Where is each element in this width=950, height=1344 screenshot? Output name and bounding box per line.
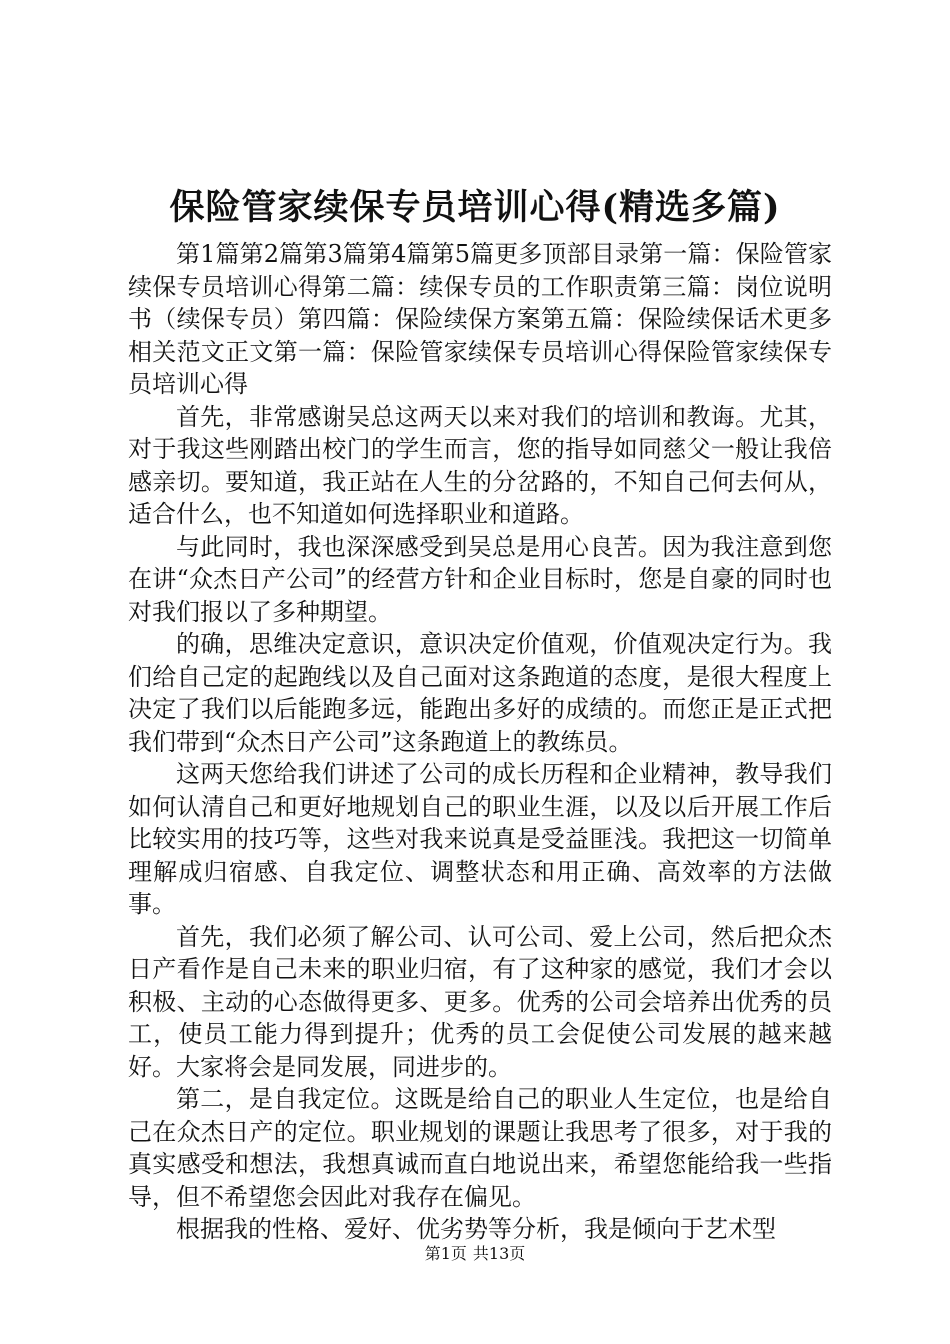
paragraph: 这两天您给我们讲述了公司的成长历程和企业精神，教导我们如何认清自己和更好地规划自己的职业生涯，以及以后开展工作后比较实用的技巧等，这些对我来说真是受益匪浅。我把这一切简单理解成归宿感、自我定位、调整状态和用正确、高效率的方法做事。 bbox=[128, 760, 832, 918]
paragraph: 首先，非常感谢吴总这两天以来对我们的培训和教诲。尤其，对于我这些刚踏出校门的学生而言，您的指导如同慈父一般让我倍感亲切。要知道，我正站在人生的分岔路的，不知自己何去何从，适合什么，也不知道如何选择职业和道路。 bbox=[128, 402, 832, 528]
page-footer bbox=[0, 1243, 950, 1265]
paragraph: 第1篇第2篇第3篇第4篇第5篇更多顶部目录第一篇：保险管家续保专员培训心得第二篇：续保专员的工作职责第三篇：岗位说明书（续保专员）第四篇：保险续保方案第五篇：保险续保话术更多相关范文正文第一篇：保险管家续保专员培训心得保险管家续保专员培训心得 bbox=[128, 240, 832, 398]
paragraph: 与此同时，我也深深感受到吴总是用心良苦。因为我注意到您在讲“众杰日产公司”的经营方针和企业目标时，您是自豪的同时也对我们报以了多种期望。 bbox=[128, 532, 832, 626]
page-total: 共13页 bbox=[472, 1244, 526, 1263]
document-title: 保险管家续保专员培训心得(精选多篇) bbox=[169, 187, 781, 228]
paragraph: 第二，是自我定位。这既是给自己的职业人生定位，也是给自己在众杰日产的定位。职业规划的课题让我思考了很多，对于我的真实感受和想法，我想真诚而直白地说出来，希望您能给我一些指导，但不希望您会因此对我存在偏见。 bbox=[128, 1085, 832, 1211]
paragraph: 的确，思维决定意识，意识决定价值观，价值观决定行为。我们给自己定的起跑线以及自己面对这条跑道的态度，是很大程度上决定了我们以后能跑多远，能跑出多好的成绩的。而您正是正式把我们带到“众杰日产公司”这条跑道上的教练员。 bbox=[128, 630, 832, 756]
paragraph: 首先，我们必须了解公司、认可公司、爱上公司，然后把众杰日产看作是自己未来的职业归宿，有了这种家的感觉，我们才会以积极、主动的心态做得更多、更多。优秀的公司会培养出优秀的员工，使员工能力得到提升；优秀的员工会促使公司发展的越来越好。大家将会是同发展，同进步的。 bbox=[128, 922, 832, 1081]
page-number: 第1页 bbox=[424, 1244, 467, 1263]
paragraph: 根据我的性格、爱好、优劣势等分析，我是倾向于艺术型 bbox=[176, 1215, 776, 1243]
document-body bbox=[128, 238, 832, 1246]
